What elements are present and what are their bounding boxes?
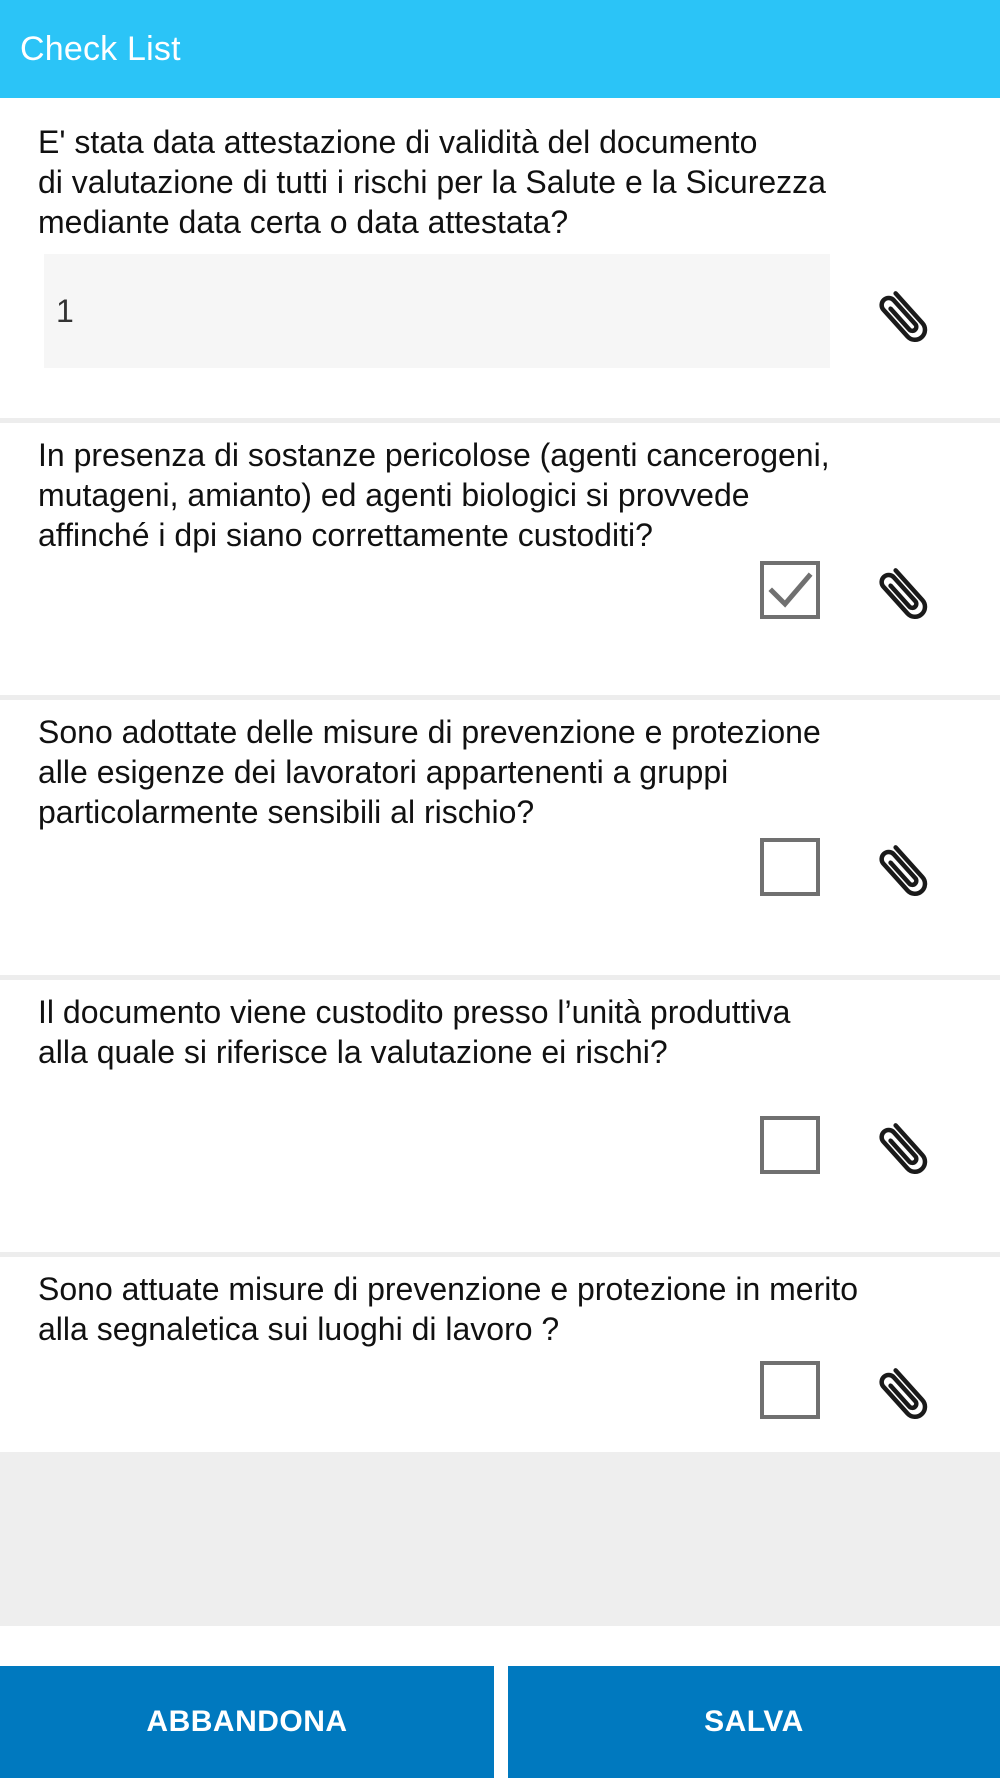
save-button[interactable]: SALVA [508, 1666, 1000, 1778]
question-text: Sono adottate delle misure di prevenzione e protezione alle esigenze dei lavoratori appartenenti a gruppi particolarmente sensibili al rischio? [38, 714, 821, 830]
question-text: E' stata data attestazione di validità del documento di valutazione di tutti i rischi per la Salute e la Sicurezza mediante data certa o data attestata? [38, 124, 826, 240]
question-text: In presenza di sostanze pericolose (agenti cancerogeni, mutageni, amianto) ed agenti biologici si provvede affinché i dpi siano correttamente custoditi? [38, 437, 830, 553]
answer-checkbox[interactable] [760, 1116, 820, 1174]
answer-checkbox[interactable] [760, 1361, 820, 1419]
app-header [0, 0, 1000, 98]
checkmark-icon [766, 567, 814, 613]
paperclip-icon[interactable] [868, 1112, 938, 1182]
page-title: Check List [20, 29, 181, 68]
question-item [0, 1257, 1000, 1452]
footer-bar [0, 1666, 1000, 1778]
cancel-button[interactable]: ABBANDONA [0, 1666, 494, 1778]
paperclip-icon[interactable] [868, 1357, 938, 1427]
question-item [0, 980, 1000, 1252]
answer-checkbox-checked[interactable] [760, 561, 820, 619]
empty-list-area [0, 1452, 1000, 1626]
paperclip-icon[interactable] [868, 557, 938, 627]
question-item [0, 423, 1000, 695]
paperclip-icon[interactable] [868, 834, 938, 904]
question-text: Sono attuate misure di prevenzione e protezione in merito alla segnaletica sui luoghi di lavoro ? [38, 1271, 859, 1347]
paperclip-icon[interactable] [868, 280, 938, 350]
question-text: Il documento viene custodito presso l’unità produttiva alla quale si riferisce la valutazione ei rischi? [38, 994, 791, 1070]
answer-input[interactable] [44, 254, 830, 368]
answer-checkbox[interactable] [760, 838, 820, 896]
question-item [0, 98, 1000, 420]
question-item [0, 700, 1000, 975]
